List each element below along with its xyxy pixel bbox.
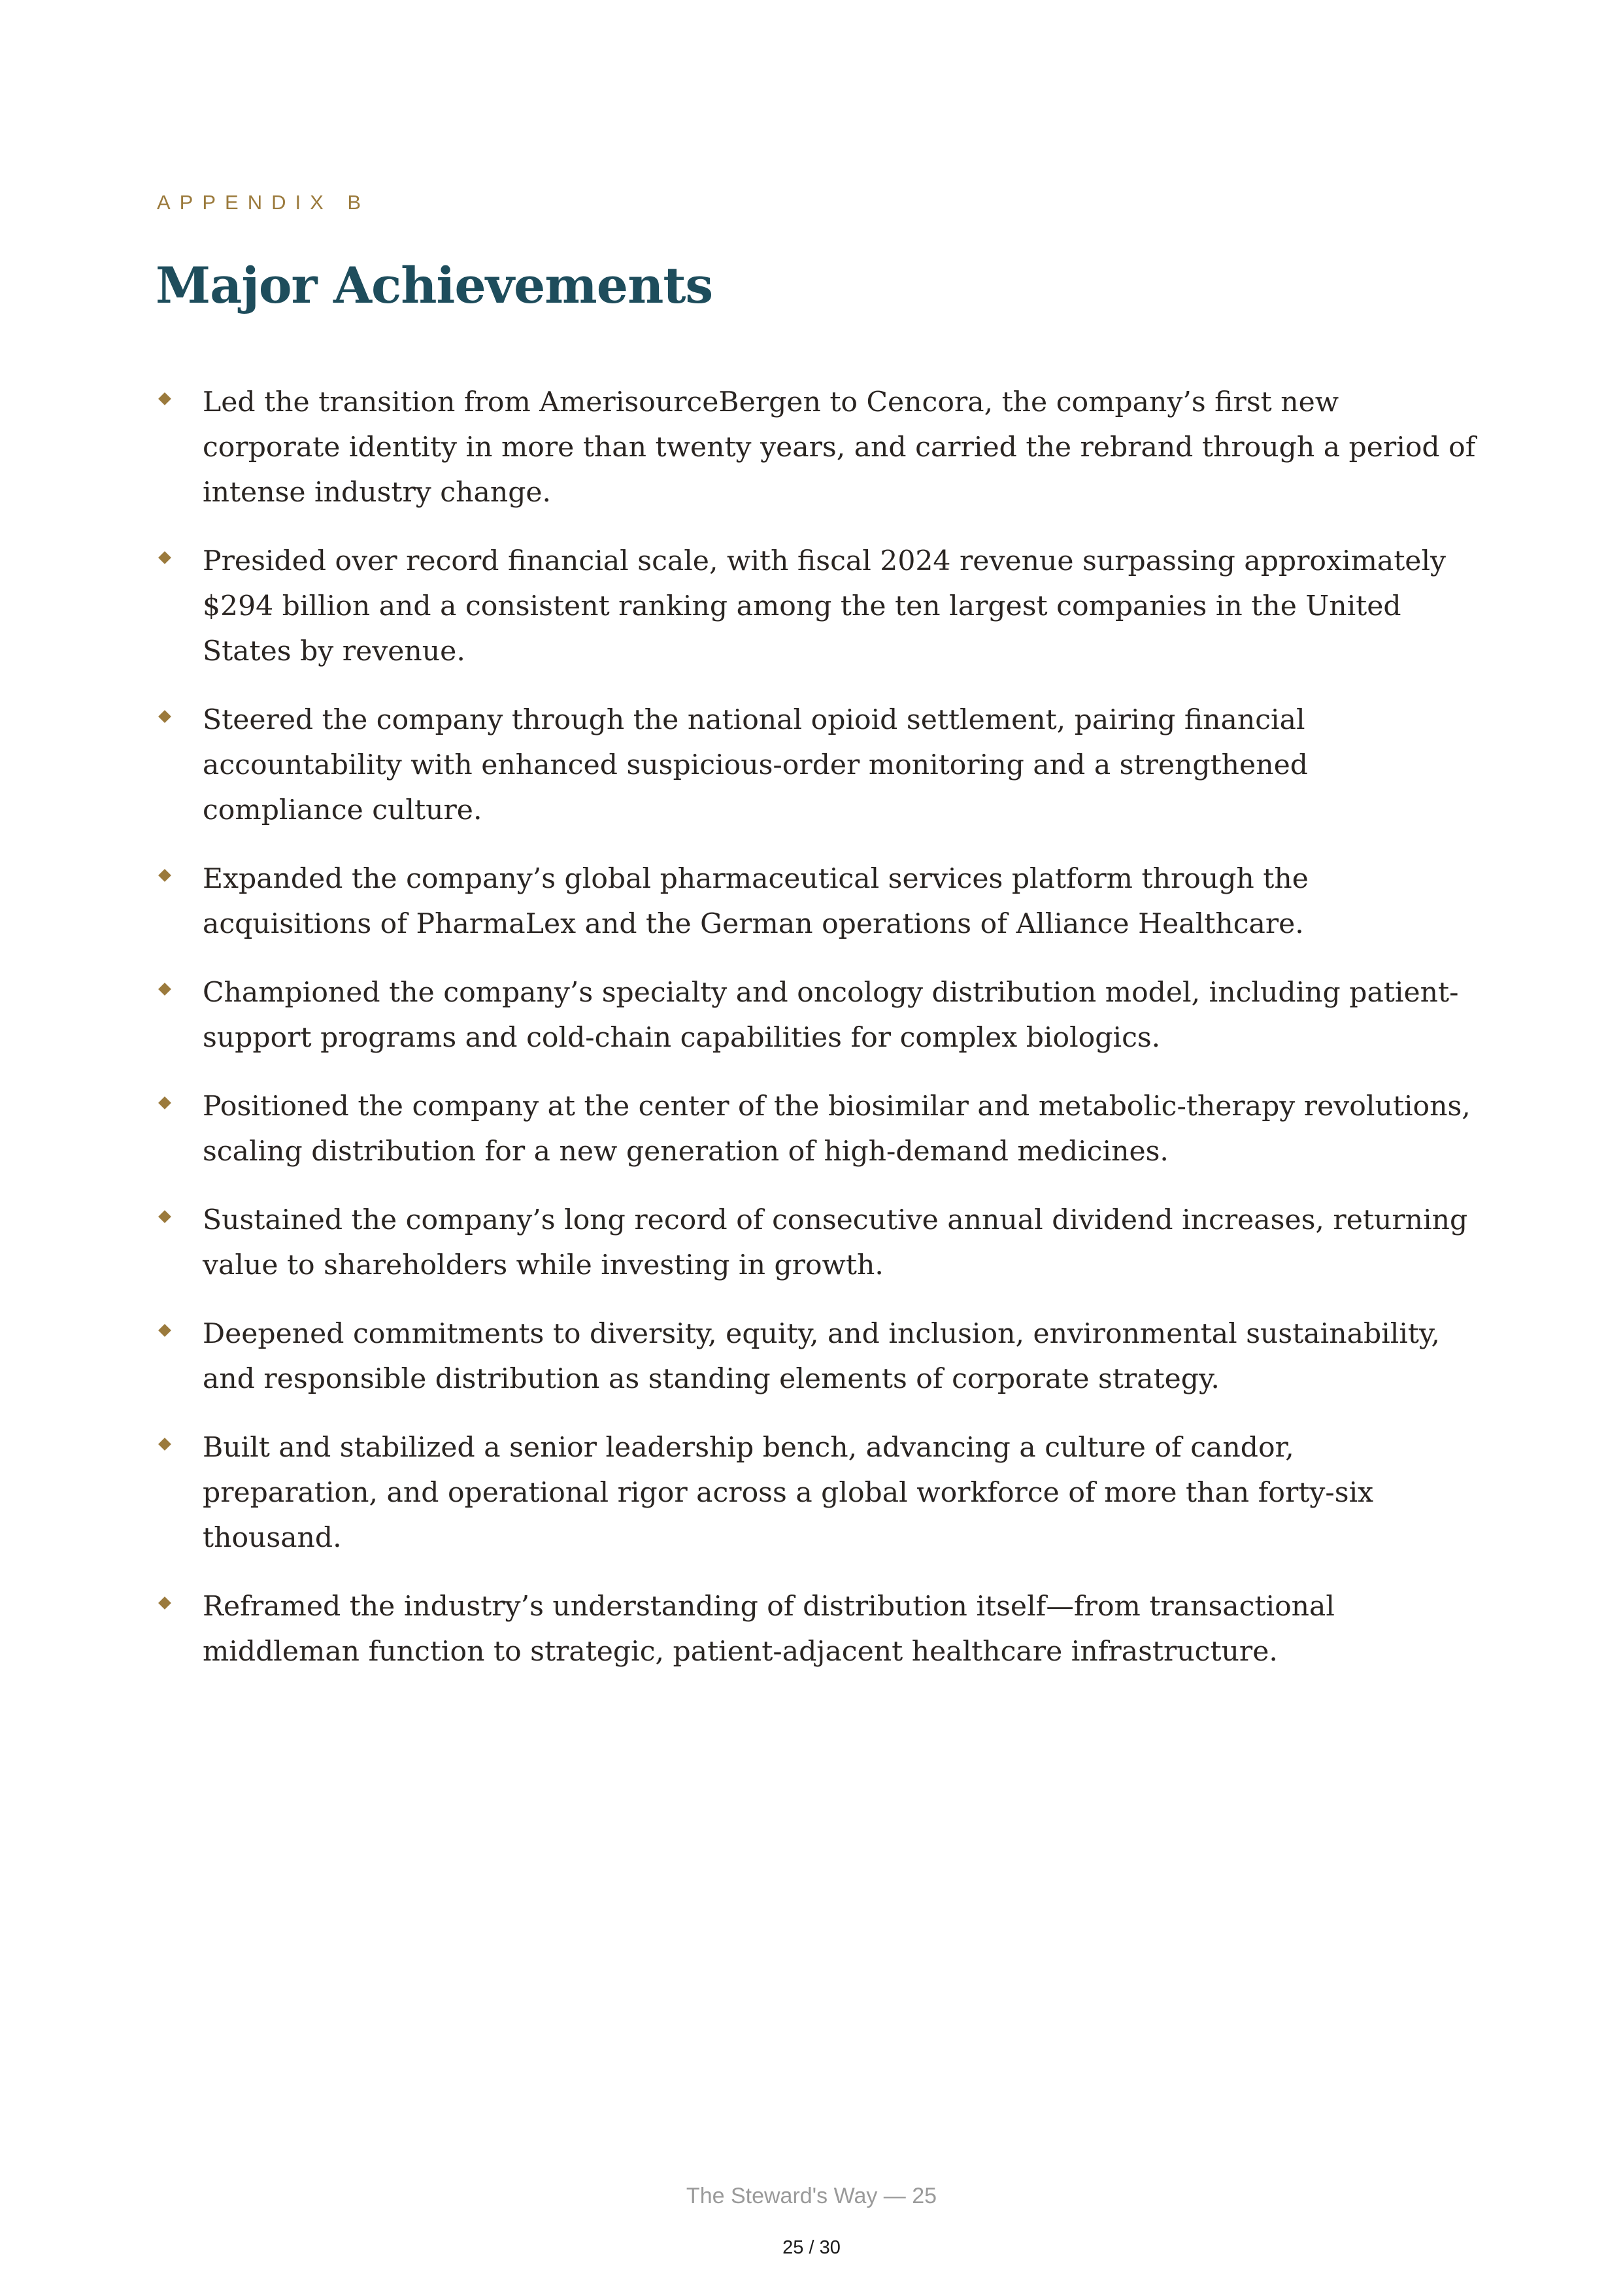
list-item: [157, 1198, 1477, 1288]
list-item: [157, 856, 1477, 947]
diamond-bullet-icon: [158, 1596, 171, 1610]
diamond-bullet-icon: [158, 983, 171, 996]
page-title: Major Achievements: [156, 256, 713, 314]
list-item-text: Positioned the company at the center of the biosimilar and metabolic-therapy revolutions, scaling distribution for a new generation of high-demand medicines.: [203, 1090, 1471, 1168]
diamond-bullet-icon: [158, 392, 171, 405]
running-footer: The Steward's Way — 25: [686, 2184, 937, 2208]
list-item: [157, 1311, 1477, 1402]
list-item: [157, 1425, 1477, 1561]
list-item-text: Deepened commitments to diversity, equity, and inclusion, environmental sustainability, and responsible distribution as standing elements of corporate strategy.: [203, 1318, 1440, 1395]
page-indicator: 25 / 30: [782, 2237, 841, 2258]
diamond-bullet-icon: [158, 1438, 171, 1451]
list-item-text: Sustained the company’s long record of consecutive annual dividend increases, returning value to shareholders while investing in growth.: [203, 1204, 1468, 1281]
list-item-text: Led the transition from AmerisourceBergen to Cencora, the company’s first new corporate identity in more than twenty years, and carried the rebrand through a period of intense industry change.: [203, 386, 1476, 509]
list-item: [157, 539, 1477, 674]
list-item: [157, 698, 1477, 833]
list-item: [157, 380, 1477, 515]
list-item-text: Expanded the company’s global pharmaceutical services platform through the acquisitions of PharmaLex and the German operations of Alliance Healthcare.: [203, 863, 1309, 940]
achievements-list: [157, 380, 1477, 1698]
list-item-text: Steered the company through the national opioid settlement, pairing financial accountability with enhanced suspicious-order monitoring and a strengthened compliance culture.: [203, 704, 1308, 826]
list-item: [157, 1584, 1477, 1674]
list-item-text: Built and stabilized a senior leadership bench, advancing a culture of candor, preparation, and operational rigor across a global workforce of more than forty-six thousand.: [203, 1432, 1374, 1554]
list-item: [157, 970, 1477, 1060]
list-item-text: Reframed the industry’s understanding of distribution itself—from transactional middleman function to strategic, patient-adjacent healthcare infrastructure.: [203, 1591, 1335, 1668]
diamond-bullet-icon: [158, 1324, 171, 1337]
diamond-bullet-icon: [158, 869, 171, 882]
list-item-text: Presided over record financial scale, with fiscal 2024 revenue surpassing approximately $294 billion and a consistent ranking among the ten largest companies in the United States by revenue.: [203, 545, 1447, 667]
list-item: [157, 1084, 1477, 1174]
section-eyebrow: APPENDIX B: [157, 191, 371, 214]
diamond-bullet-icon: [158, 1096, 171, 1109]
list-item-text: Championed the company’s specialty and oncology distribution model, including patient-support programs and cold-chain capabilities for complex biologics.: [203, 977, 1459, 1054]
diamond-bullet-icon: [158, 710, 171, 723]
diamond-bullet-icon: [158, 551, 171, 564]
diamond-bullet-icon: [158, 1210, 171, 1223]
